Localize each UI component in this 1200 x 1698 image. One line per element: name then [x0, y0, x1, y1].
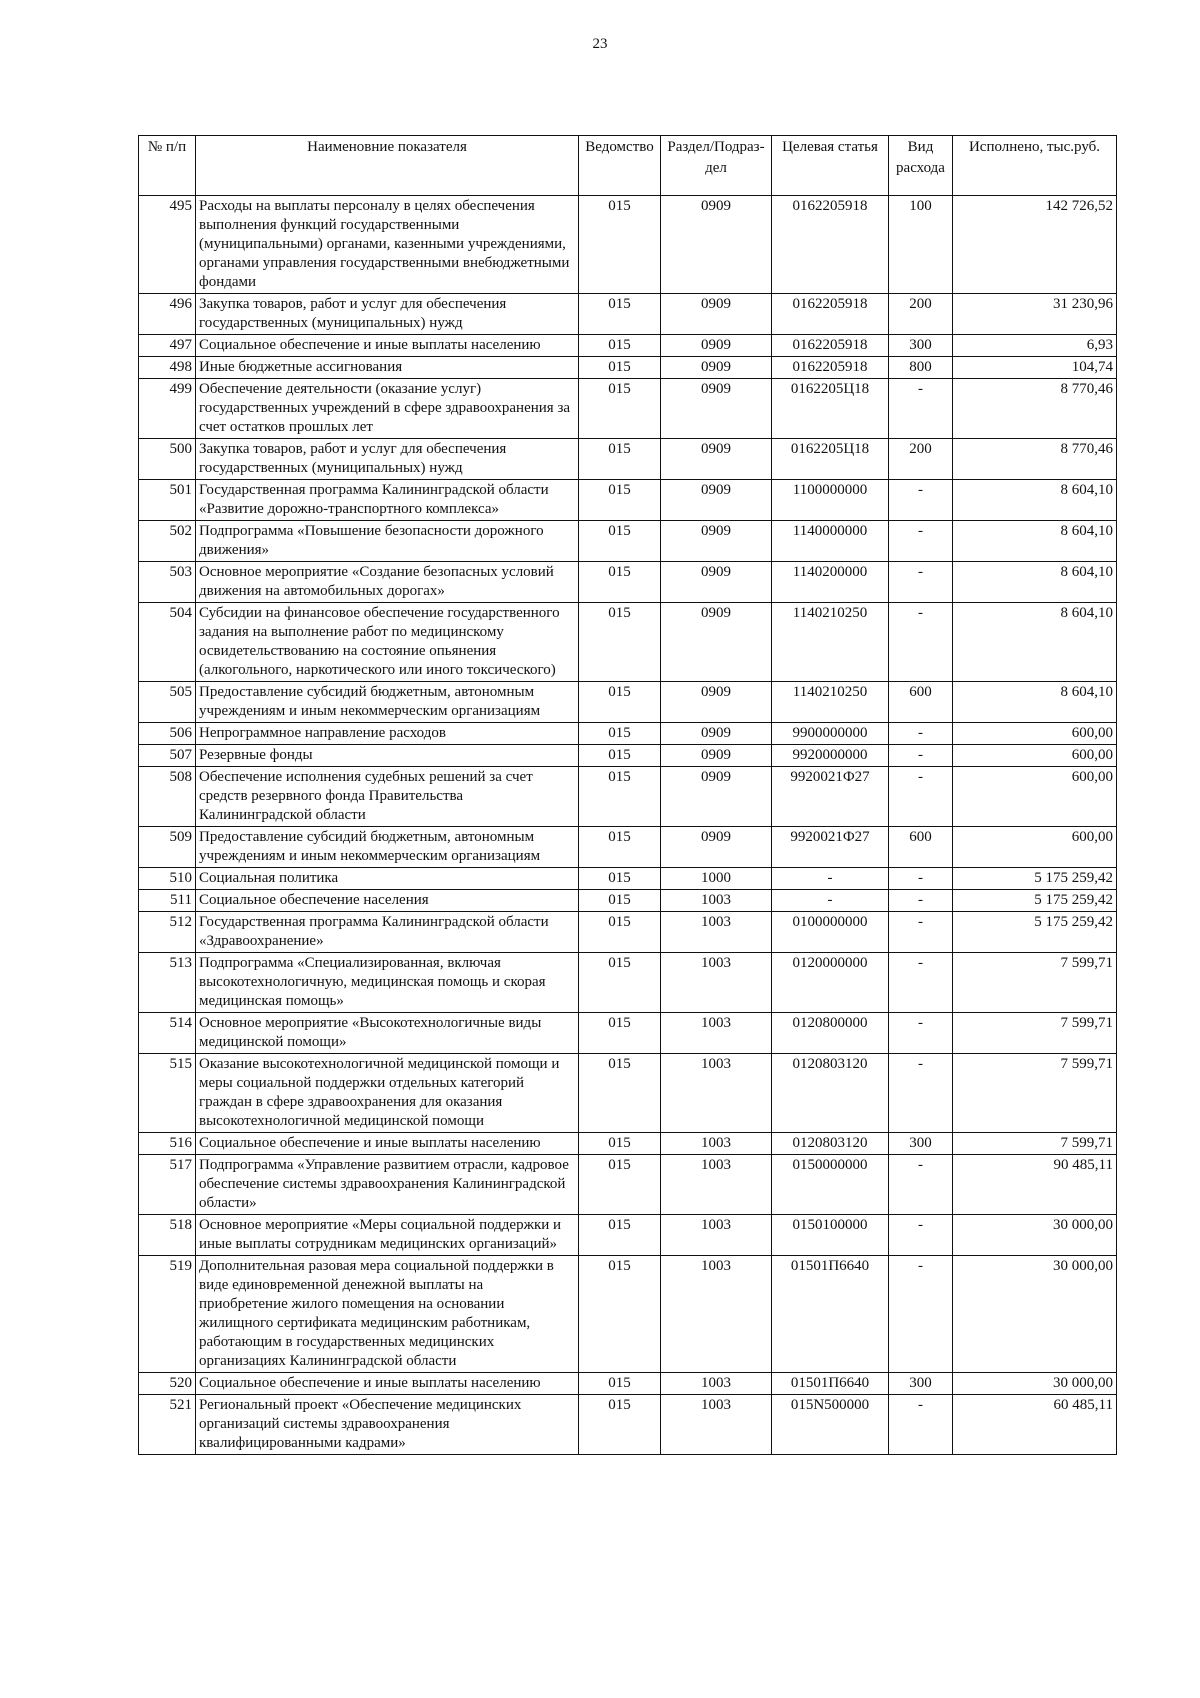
row-department: 015 [579, 603, 661, 682]
row-department: 015 [579, 335, 661, 357]
row-expense-kind: - [889, 890, 953, 912]
table-row [139, 723, 1117, 745]
row-section: 0909 [661, 682, 772, 723]
row-name: Основное мероприятие «Создание безопасных условий движения на автомобильных дорогах» [196, 562, 579, 603]
row-number: 495 [139, 196, 196, 294]
table-row [139, 357, 1117, 379]
table-row [139, 767, 1117, 827]
row-amount: 7 599,71 [953, 1013, 1117, 1054]
table-row [139, 953, 1117, 1013]
row-section: 1003 [661, 953, 772, 1013]
table-row [139, 1256, 1117, 1373]
table-row [139, 603, 1117, 682]
row-expense-kind: 800 [889, 357, 953, 379]
page-number: 23 [592, 36, 608, 52]
row-name: Расходы на выплаты персоналу в целях обеспечения выполнения функций государственными (муниципальными) органами, казенными учреждениями, органами управления государственными внебюджетными фондами [196, 196, 579, 294]
row-expense-kind: 100 [889, 196, 953, 294]
row-number: 501 [139, 480, 196, 521]
row-section: 0909 [661, 379, 772, 439]
row-expense-kind: - [889, 480, 953, 521]
row-department: 015 [579, 1256, 661, 1373]
row-number: 507 [139, 745, 196, 767]
row-section: 1000 [661, 868, 772, 890]
row-section: 1003 [661, 1054, 772, 1133]
row-target-code: 1140210250 [772, 682, 889, 723]
row-number: 503 [139, 562, 196, 603]
row-amount: 8 604,10 [953, 682, 1117, 723]
row-number: 515 [139, 1054, 196, 1133]
row-target-code: 1100000000 [772, 480, 889, 521]
row-department: 015 [579, 1155, 661, 1215]
row-amount: 7 599,71 [953, 1133, 1117, 1155]
row-target-code: 0162205918 [772, 196, 889, 294]
row-target-code: 1140210250 [772, 603, 889, 682]
row-amount: 5 175 259,42 [953, 890, 1117, 912]
row-number: 516 [139, 1133, 196, 1155]
row-expense-kind: - [889, 868, 953, 890]
row-expense-kind: - [889, 562, 953, 603]
row-target-code: 0162205Ц18 [772, 379, 889, 439]
row-section: 0909 [661, 439, 772, 480]
table-row [139, 1215, 1117, 1256]
row-name: Государственная программа Калининградской области «Развитие дорожно-транспортного комплекса» [196, 480, 579, 521]
row-target-code: 9900000000 [772, 723, 889, 745]
row-department: 015 [579, 827, 661, 868]
table-row [139, 562, 1117, 603]
row-section: 1003 [661, 890, 772, 912]
row-amount: 600,00 [953, 767, 1117, 827]
row-number: 498 [139, 357, 196, 379]
row-name: Предоставление субсидий бюджетным, автономным учреждениям и иным некоммерческим организациям [196, 682, 579, 723]
row-expense-kind: 200 [889, 294, 953, 335]
row-amount: 7 599,71 [953, 1054, 1117, 1133]
row-section: 1003 [661, 1395, 772, 1455]
header-section: Раздел/Подраз-дел [661, 136, 772, 196]
row-number: 506 [139, 723, 196, 745]
row-expense-kind: 600 [889, 682, 953, 723]
row-target-code: 0120803120 [772, 1054, 889, 1133]
table-row [139, 912, 1117, 953]
row-amount: 600,00 [953, 827, 1117, 868]
row-expense-kind: 600 [889, 827, 953, 868]
row-name: Закупка товаров, работ и услуг для обеспечения государственных (муниципальных) нужд [196, 294, 579, 335]
row-name: Предоставление субсидий бюджетным, автономным учреждениям и иным некоммерческим организациям [196, 827, 579, 868]
row-name: Оказание высокотехнологичной медицинской помощи и меры социальной поддержки отдельных категорий граждан в сфере здравоохранения для оказания высокотехнологичной медицинской помощи [196, 1054, 579, 1133]
row-department: 015 [579, 912, 661, 953]
row-number: 517 [139, 1155, 196, 1215]
row-expense-kind: - [889, 723, 953, 745]
table-row [139, 335, 1117, 357]
row-number: 499 [139, 379, 196, 439]
row-name: Региональный проект «Обеспечение медицинских организаций системы здравоохранения квалифицированными кадрами» [196, 1395, 579, 1455]
table-row [139, 682, 1117, 723]
row-department: 015 [579, 1373, 661, 1395]
row-amount: 30 000,00 [953, 1215, 1117, 1256]
row-section: 1003 [661, 1256, 772, 1373]
row-number: 496 [139, 294, 196, 335]
table-row [139, 745, 1117, 767]
row-number: 508 [139, 767, 196, 827]
row-name: Социальное обеспечение и иные выплаты населению [196, 335, 579, 357]
row-amount: 8 604,10 [953, 521, 1117, 562]
row-number: 521 [139, 1395, 196, 1455]
row-department: 015 [579, 868, 661, 890]
row-name: Социальное обеспечение и иные выплаты населению [196, 1133, 579, 1155]
row-expense-kind: - [889, 1054, 953, 1133]
row-department: 015 [579, 196, 661, 294]
row-number: 512 [139, 912, 196, 953]
row-section: 0909 [661, 335, 772, 357]
row-expense-kind: - [889, 1155, 953, 1215]
table-row [139, 827, 1117, 868]
row-name: Дополнительная разовая мера социальной поддержки в виде единовременной денежной выплаты на приобретение жилого помещения на основании жилищного сертификата медицинским работникам, работающим в государственных медицинских организациях Калининградской области [196, 1256, 579, 1373]
row-department: 015 [579, 682, 661, 723]
row-amount: 5 175 259,42 [953, 912, 1117, 953]
row-expense-kind: 300 [889, 1133, 953, 1155]
row-name: Государственная программа Калининградской области «Здравоохранение» [196, 912, 579, 953]
row-target-code: 9920021Ф27 [772, 827, 889, 868]
row-section: 0909 [661, 767, 772, 827]
row-department: 015 [579, 767, 661, 827]
row-department: 015 [579, 1215, 661, 1256]
row-section: 1003 [661, 1373, 772, 1395]
row-department: 015 [579, 480, 661, 521]
row-number: 504 [139, 603, 196, 682]
row-amount: 600,00 [953, 745, 1117, 767]
row-department: 015 [579, 379, 661, 439]
row-name: Социальная политика [196, 868, 579, 890]
table-row [139, 1133, 1117, 1155]
row-expense-kind: - [889, 379, 953, 439]
row-name: Подпрограмма «Специализированная, включая высокотехнологичную, медицинская помощь и скорая медицинская помощь» [196, 953, 579, 1013]
row-department: 015 [579, 745, 661, 767]
row-section: 0909 [661, 196, 772, 294]
row-number: 500 [139, 439, 196, 480]
row-department: 015 [579, 890, 661, 912]
row-section: 0909 [661, 603, 772, 682]
row-target-code: 0150100000 [772, 1215, 889, 1256]
row-department: 015 [579, 1395, 661, 1455]
row-target-code: 0162205Ц18 [772, 439, 889, 480]
row-number: 514 [139, 1013, 196, 1054]
row-section: 0909 [661, 562, 772, 603]
row-amount: 7 599,71 [953, 953, 1117, 1013]
row-expense-kind: - [889, 1013, 953, 1054]
row-target-code: 0162205918 [772, 294, 889, 335]
table-row [139, 1013, 1117, 1054]
row-number: 509 [139, 827, 196, 868]
row-section: 1003 [661, 912, 772, 953]
row-target-code: 01501П6640 [772, 1256, 889, 1373]
row-department: 015 [579, 953, 661, 1013]
row-section: 0909 [661, 294, 772, 335]
table-row [139, 480, 1117, 521]
row-expense-kind: - [889, 521, 953, 562]
row-number: 511 [139, 890, 196, 912]
row-section: 1003 [661, 1013, 772, 1054]
row-amount: 30 000,00 [953, 1256, 1117, 1373]
row-name: Социальное обеспечение и иные выплаты населению [196, 1373, 579, 1395]
row-name: Иные бюджетные ассигнования [196, 357, 579, 379]
row-amount: 142 726,52 [953, 196, 1117, 294]
row-number: 497 [139, 335, 196, 357]
row-target-code: 015N500000 [772, 1395, 889, 1455]
row-amount: 30 000,00 [953, 1373, 1117, 1395]
row-amount: 8 770,46 [953, 379, 1117, 439]
row-target-code: 9920021Ф27 [772, 767, 889, 827]
row-section: 1003 [661, 1133, 772, 1155]
row-amount: 104,74 [953, 357, 1117, 379]
row-department: 015 [579, 1013, 661, 1054]
row-name: Непрограммное направление расходов [196, 723, 579, 745]
table-row [139, 196, 1117, 294]
row-expense-kind: 300 [889, 335, 953, 357]
budget-execution-table [138, 135, 1117, 1455]
header-name: Наименовние показателя [196, 136, 579, 196]
header-amount: Исполнено, тыс.руб. [953, 136, 1117, 196]
row-section: 0909 [661, 521, 772, 562]
table-row [139, 1054, 1117, 1133]
row-number: 518 [139, 1215, 196, 1256]
row-target-code: 0120803120 [772, 1133, 889, 1155]
table-row [139, 1373, 1117, 1395]
row-target-code: 0162205918 [772, 357, 889, 379]
row-name: Закупка товаров, работ и услуг для обеспечения государственных (муниципальных) нужд [196, 439, 579, 480]
table-row [139, 1395, 1117, 1455]
table-row [139, 439, 1117, 480]
row-section: 0909 [661, 357, 772, 379]
row-number: 510 [139, 868, 196, 890]
row-target-code: 0120000000 [772, 953, 889, 1013]
row-expense-kind: - [889, 1256, 953, 1373]
row-number: 519 [139, 1256, 196, 1373]
row-target-code: 0120800000 [772, 1013, 889, 1054]
header-code: Целевая статья [772, 136, 889, 196]
row-department: 015 [579, 723, 661, 745]
row-amount: 5 175 259,42 [953, 868, 1117, 890]
row-section: 0909 [661, 745, 772, 767]
row-department: 015 [579, 562, 661, 603]
row-department: 015 [579, 1133, 661, 1155]
row-target-code: - [772, 868, 889, 890]
row-name: Подпрограмма «Повышение безопасности дорожного движения» [196, 521, 579, 562]
row-target-code: 1140000000 [772, 521, 889, 562]
row-name: Подпрограмма «Управление развитием отрасли, кадровое обеспечение системы здравоохранения Калининградской области» [196, 1155, 579, 1215]
header-kind: Вид расхода [889, 136, 953, 196]
row-name: Резервные фонды [196, 745, 579, 767]
row-section: 0909 [661, 480, 772, 521]
row-amount: 600,00 [953, 723, 1117, 745]
row-name: Субсидии на финансовое обеспечение государственного задания на выполнение работ по медицинскому освидетельствованию на состояние опьянения (алкогольного, наркотического или иного токсического) [196, 603, 579, 682]
row-amount: 8 604,10 [953, 562, 1117, 603]
table-row [139, 521, 1117, 562]
table-header-row [139, 136, 1117, 196]
row-amount: 31 230,96 [953, 294, 1117, 335]
table-row [139, 379, 1117, 439]
row-expense-kind: - [889, 1395, 953, 1455]
row-target-code: - [772, 890, 889, 912]
row-name: Социальное обеспечение населения [196, 890, 579, 912]
row-amount: 8 770,46 [953, 439, 1117, 480]
table-body [139, 196, 1117, 1455]
row-amount: 60 485,11 [953, 1395, 1117, 1455]
row-number: 520 [139, 1373, 196, 1395]
row-amount: 6,93 [953, 335, 1117, 357]
header-num: № п/п [139, 136, 196, 196]
row-section: 1003 [661, 1155, 772, 1215]
row-name: Обеспечение исполнения судебных решений за счет средств резервного фонда Правительства Калининградской области [196, 767, 579, 827]
row-section: 0909 [661, 723, 772, 745]
row-department: 015 [579, 1054, 661, 1133]
row-target-code: 1140200000 [772, 562, 889, 603]
table-row [139, 294, 1117, 335]
row-name: Основное мероприятие «Меры социальной поддержки и иные выплаты сотрудникам медицинских организаций» [196, 1215, 579, 1256]
row-number: 505 [139, 682, 196, 723]
row-department: 015 [579, 294, 661, 335]
row-expense-kind: - [889, 1215, 953, 1256]
row-target-code: 0100000000 [772, 912, 889, 953]
row-expense-kind: - [889, 912, 953, 953]
row-section: 1003 [661, 1215, 772, 1256]
row-target-code: 0162205918 [772, 335, 889, 357]
row-target-code: 9920000000 [772, 745, 889, 767]
row-expense-kind: 300 [889, 1373, 953, 1395]
row-expense-kind: - [889, 603, 953, 682]
row-amount: 8 604,10 [953, 603, 1117, 682]
row-expense-kind: - [889, 745, 953, 767]
row-number: 513 [139, 953, 196, 1013]
table-row [139, 890, 1117, 912]
row-name: Обеспечение деятельности (оказание услуг) государственных учреждений в сфере здравоохранения за счет остатков прошлых лет [196, 379, 579, 439]
row-department: 015 [579, 521, 661, 562]
row-number: 502 [139, 521, 196, 562]
header-dept: Ведомство [579, 136, 661, 196]
row-expense-kind: 200 [889, 439, 953, 480]
row-target-code: 01501П6640 [772, 1373, 889, 1395]
row-amount: 8 604,10 [953, 480, 1117, 521]
row-name: Основное мероприятие «Высокотехнологичные виды медицинской помощи» [196, 1013, 579, 1054]
row-amount: 90 485,11 [953, 1155, 1117, 1215]
row-section: 0909 [661, 827, 772, 868]
row-department: 015 [579, 357, 661, 379]
table-row [139, 1155, 1117, 1215]
row-expense-kind: - [889, 953, 953, 1013]
row-target-code: 0150000000 [772, 1155, 889, 1215]
row-expense-kind: - [889, 767, 953, 827]
row-department: 015 [579, 439, 661, 480]
table-row [139, 868, 1117, 890]
